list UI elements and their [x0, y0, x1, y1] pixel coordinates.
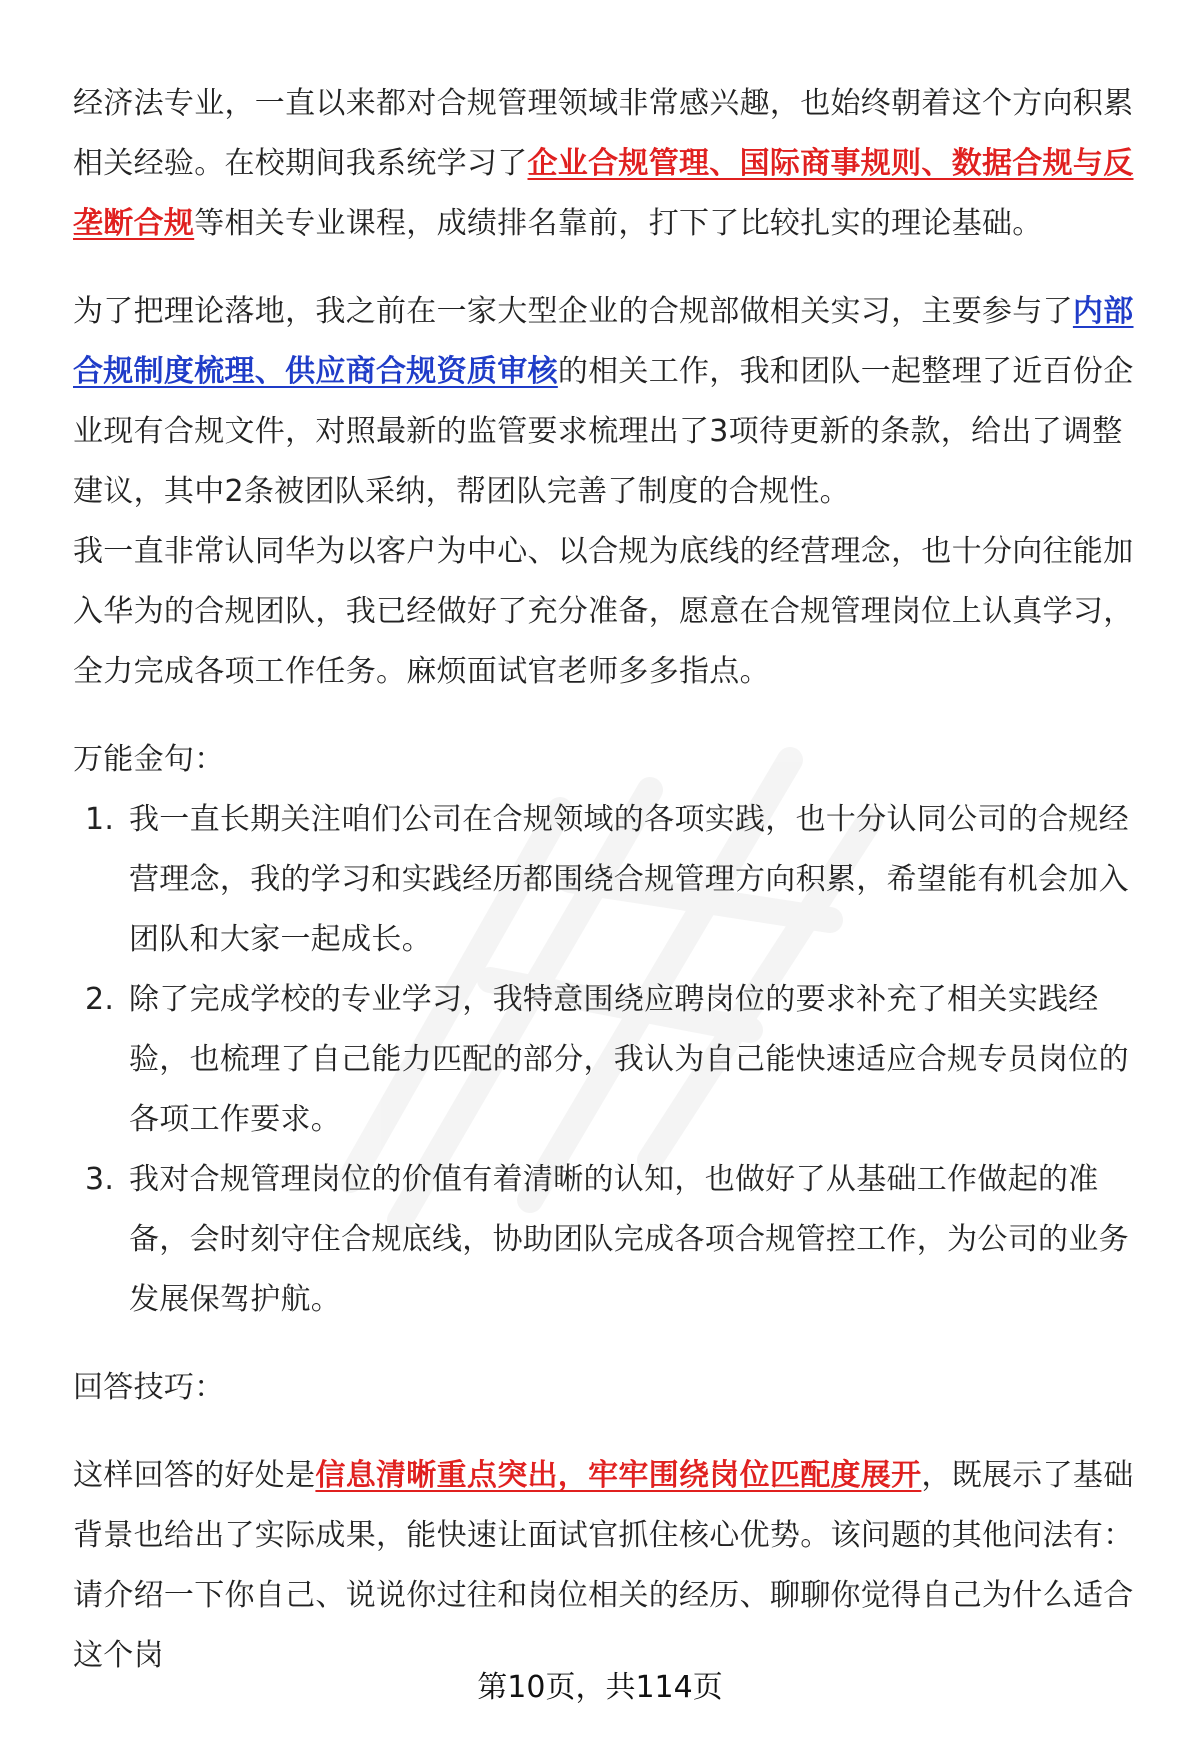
tips-heading: 回答技巧：: [73, 1370, 225, 1405]
internship-highlight: 内部合规制度梳理、供应商合规资质审核: [73, 294, 1134, 389]
tips-text: 这样回答的好处是: [73, 1458, 316, 1493]
page-number-footer: 第10页，共114页: [477, 1670, 723, 1705]
golden-sentences-heading: 万能金句：: [73, 742, 225, 777]
list-item-number: 1.: [85, 802, 115, 837]
internship-text: 为了把理论落地，我之前在一家大型企业的合规部做相关实习，主要参与了: [73, 294, 1073, 329]
list-item: [73, 790, 1143, 970]
list-item-text: 除了完成学校的专业学习，我特意围绕应聘岗位的要求补充了相关实践经验，也梳理了自己能力匹配的部分，我认为自己能快速适应合规专员岗位的各项工作要求。: [129, 982, 1129, 1137]
list-item: [73, 970, 1143, 1150]
internship-text-end: 的相关工作，我和团队一起整理了近百份企业现有合规文件，对照最新的监管要求梳理出了3项待更新的条款，给出了调整建议，其中2条被团队采纳，帮团队完善了制度的合规性。: [73, 354, 1134, 509]
list-item-text: 我一直长期关注咱们公司在合规领域的各项实践，也十分认同公司的合规经营理念，我的学习和实践经历都围绕合规管理方向积累，希望能有机会加入团队和大家一起成长。: [129, 802, 1129, 957]
tips-text-end: ，既展示了基础背景也给出了实际成果，能快速让面试官抓住核心优势。该问题的其他问法有：请介绍一下你自己、说说你过往和岗位相关的经历、聊聊你觉得自己为什么适合这个岗: [73, 1458, 1134, 1673]
tips-highlight: 信息清晰重点突出，牢牢围绕岗位匹配度展开: [315, 1458, 922, 1493]
list-item-number: 2.: [85, 982, 115, 1017]
intro-text-end: 等相关专业课程，成绩排名靠前，打下了比较扎实的理论基础。: [194, 206, 1043, 241]
list-item: [73, 1150, 1143, 1330]
list-item-text: 我对合规管理岗位的价值有着清晰的认知，也做好了从基础工作做起的准备，会时刻守住合规底线，协助团队完成各项合规管控工作，为公司的业务发展保驾护航。: [129, 1162, 1129, 1317]
intro-text: 经济法专业，一直以来都对合规管理领域非常感兴趣，也始终朝着这个方向积累相关经验。在校期间我系统学习了: [73, 86, 1134, 181]
list-item-number: 3.: [85, 1162, 115, 1197]
internship-paragraph: [73, 282, 1143, 522]
motivation-paragraph: 我一直非常认同华为以客户为中心、以合规为底线的经营理念，也十分向往能加入华为的合规团队，我已经做好了充分准备，愿意在合规管理岗位上认真学习，全力完成各项工作任务。麻烦面试官老师多多指点。: [73, 534, 1134, 689]
courses-highlight: 企业合规管理、国际商事规则、数据合规与反垄断合规: [73, 146, 1134, 241]
document-body: [73, 74, 1143, 1686]
tips-paragraph: [73, 1446, 1143, 1686]
intro-paragraph: [73, 74, 1143, 254]
golden-sentences-list: [73, 790, 1143, 1330]
